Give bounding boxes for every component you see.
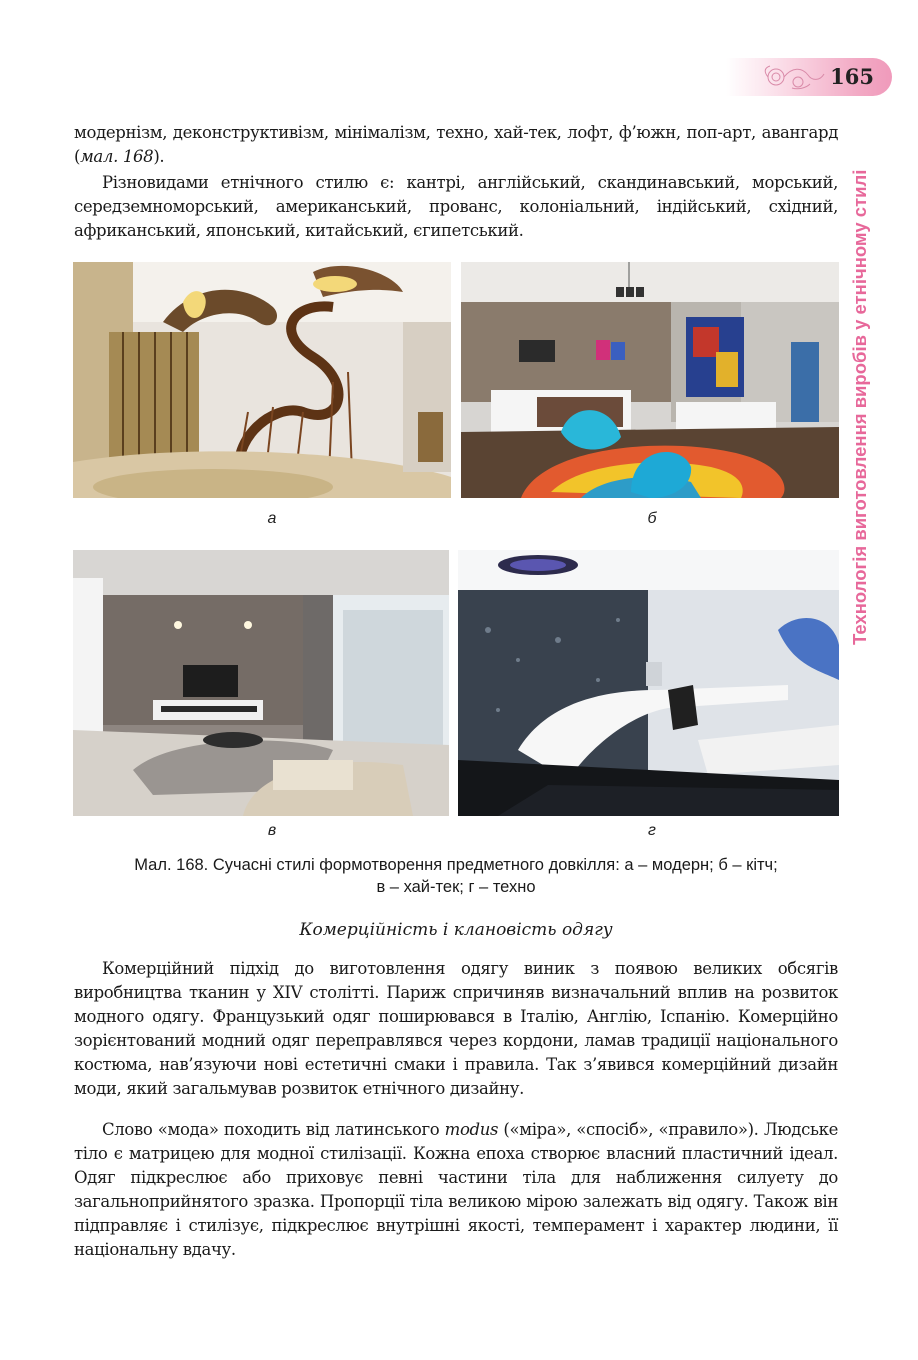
- figure-caption-line2: в – хай-тек; г – техно: [376, 878, 536, 896]
- intro-end: ).: [153, 147, 165, 166]
- intro-paragraph: [74, 121, 838, 169]
- fashion-text-rest: («міра», «спосіб», «правило»). Людське тіло є матрицею для модної стилізації. Кожна епоха створює власний пластичний ідеал. Одяг підкреслює або приховує певні частини тіла для наближення силуету до загальноприйнятого зразка. Пропорції тіла великою мірою залежать від одягу. Також він підправляє і стилізує, підкреслює внутрішні якості, темперамент і характер людини, її національну вдачу.: [74, 1120, 838, 1259]
- figure-label-g: г: [648, 822, 656, 839]
- figure-label-v: в: [267, 822, 277, 839]
- fashion-text-start: Слово «мода» походить від латинського: [102, 1120, 445, 1139]
- latin-word: modus: [444, 1120, 499, 1139]
- ethnic-styles-paragraph: [74, 171, 838, 243]
- photo-techno: [458, 550, 839, 816]
- hitech-interior-photo: [73, 550, 449, 816]
- page-number-tab: [726, 58, 892, 96]
- commercial-paragraph: [74, 957, 838, 1101]
- floral-ornament-icon: [762, 62, 826, 92]
- figure-reference: мал. 168: [80, 147, 154, 166]
- figure-label-a: а: [267, 510, 277, 527]
- page-number: 165: [830, 64, 874, 89]
- techno-interior-photo: [458, 550, 839, 816]
- photo-kitsch: [461, 262, 839, 498]
- modern-interior-photo: [73, 262, 451, 498]
- figure-caption-line1: Мал. 168. Сучасні стилі формотворення предметного довкілля: а – модерн; б – кітч;: [134, 856, 778, 874]
- intro-styles-text: модернізм, деконструктивізм, мінімалізм, техно, хай-тек, лофт, ф’южн, поп-арт, авангард (: [74, 123, 838, 166]
- section-heading: Комерційність і клановість одягу: [299, 920, 613, 940]
- ethnic-styles-text: Різновидами етнічного стилю є: кантрі, англійський, скандинавський, морський, середземноморський, американський, прованс, колоніальний, індійський, східний, африканський, японський, китайський, єгипетський.: [74, 173, 838, 240]
- chapter-side-title: Технологія виготовлення виробів у етнічному стилі: [849, 169, 870, 645]
- figure-label-b: б: [647, 510, 657, 527]
- commercial-text: Комерційний підхід до виготовлення одягу виник з появою великих обсягів виробництва тканин у XIV столітті. Париж спричиняв визначальний вплив на розвиток модного одягу. Французький одяг поширювався в Італію, Англію, Іспанію. Комерційно зорієнтований модний одяг переправлявся через кордони, ламав традиції національного костюма, нав’язуючи нові естетичні смаки і правила. Так з’явився комерційний дизайн моди, який загальмував розвиток етнічного дизайну.: [74, 959, 838, 1098]
- photo-modern: [73, 262, 451, 498]
- kitsch-interior-photo: [461, 262, 839, 498]
- fashion-word-paragraph: [74, 1118, 838, 1262]
- photo-hitech: [73, 550, 449, 816]
